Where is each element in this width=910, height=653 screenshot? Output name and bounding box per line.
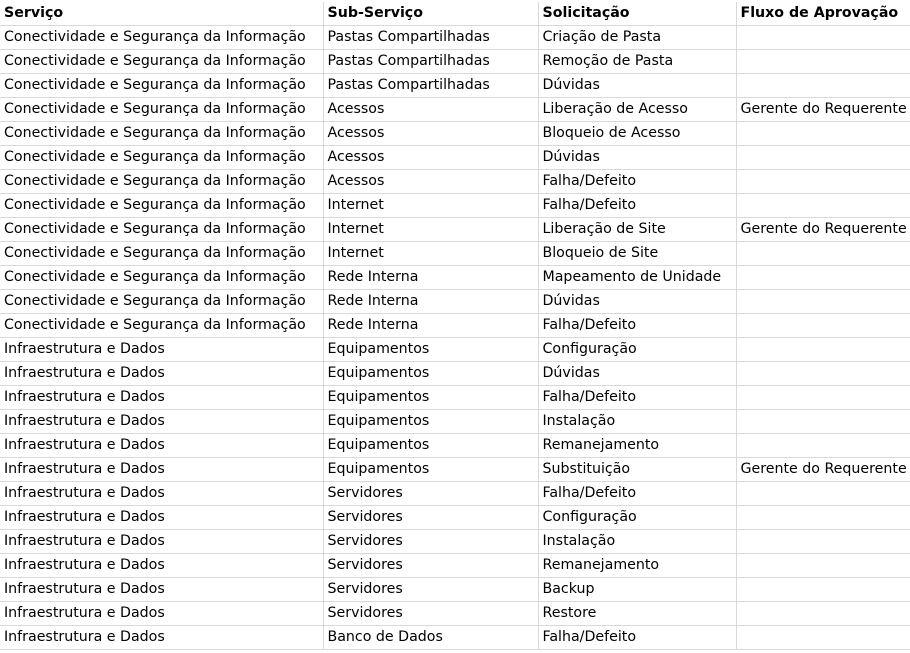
sub-servico-cell[interactable]: Equipamentos: [323, 362, 538, 386]
fluxo-de-aprovacao-cell[interactable]: [736, 242, 910, 266]
table-row: [0, 266, 910, 290]
sub-servico-cell[interactable]: Equipamentos: [323, 338, 538, 362]
table-row: [0, 98, 910, 122]
servico-cell[interactable]: Infraestrutura e Dados: [0, 482, 323, 506]
fluxo-de-aprovacao-cell[interactable]: [736, 266, 910, 290]
fluxo-de-aprovacao-cell[interactable]: [736, 290, 910, 314]
fluxo-de-aprovacao-cell[interactable]: [736, 74, 910, 98]
fluxo-de-aprovacao-cell[interactable]: [736, 26, 910, 50]
solicitacao-cell[interactable]: Substituição: [538, 458, 736, 482]
sub-servico-cell[interactable]: Internet: [323, 218, 538, 242]
table-row: [0, 434, 910, 458]
fluxo-de-aprovacao-cell[interactable]: [736, 482, 910, 506]
solicitacao-cell[interactable]: Bloqueio de Acesso: [538, 122, 736, 146]
solicitacao-cell[interactable]: Remanejamento: [538, 554, 736, 578]
solicitacao-cell[interactable]: Remoção de Pasta: [538, 50, 736, 74]
table-row: [0, 26, 910, 50]
solicitacao-cell[interactable]: Falha/Defeito: [538, 386, 736, 410]
fluxo-de-aprovacao-cell[interactable]: [736, 602, 910, 626]
servico-cell[interactable]: Infraestrutura e Dados: [0, 338, 323, 362]
fluxo-de-aprovacao-cell[interactable]: [736, 554, 910, 578]
sub-servico-cell[interactable]: Internet: [323, 194, 538, 218]
servico-cell[interactable]: Infraestrutura e Dados: [0, 362, 323, 386]
servico-cell[interactable]: Conectividade e Segurança da Informação: [0, 314, 323, 338]
solicitacao-cell[interactable]: Dúvidas: [538, 290, 736, 314]
sub-servico-cell[interactable]: Servidores: [323, 578, 538, 602]
solicitacao-cell[interactable]: Backup: [538, 578, 736, 602]
table-row: [0, 314, 910, 338]
solicitacao-cell[interactable]: Liberação de Acesso: [538, 98, 736, 122]
fluxo-de-aprovacao-cell[interactable]: [736, 194, 910, 218]
servico-cell[interactable]: Infraestrutura e Dados: [0, 626, 323, 650]
solicitacao-cell[interactable]: Configuração: [538, 506, 736, 530]
table-row: [0, 626, 910, 650]
servico-cell[interactable]: Infraestrutura e Dados: [0, 506, 323, 530]
table-row: [0, 74, 910, 98]
header-cell-fluxo-de-aprovacao[interactable]: Fluxo de Aprovação: [736, 2, 910, 26]
sub-servico-cell[interactable]: Equipamentos: [323, 458, 538, 482]
servico-cell[interactable]: Conectividade e Segurança da Informação: [0, 98, 323, 122]
servico-cell[interactable]: Infraestrutura e Dados: [0, 602, 323, 626]
sub-servico-cell[interactable]: Servidores: [323, 602, 538, 626]
fluxo-de-aprovacao-cell[interactable]: [736, 362, 910, 386]
solicitacao-cell[interactable]: Remanejamento: [538, 434, 736, 458]
header-cell-sub-servico[interactable]: Sub-Serviço: [323, 2, 538, 26]
table-row: [0, 530, 910, 554]
table-row: [0, 170, 910, 194]
servico-cell[interactable]: Conectividade e Segurança da Informação: [0, 122, 323, 146]
sub-servico-cell[interactable]: Internet: [323, 242, 538, 266]
fluxo-de-aprovacao-cell[interactable]: [736, 170, 910, 194]
fluxo-de-aprovacao-cell[interactable]: Gerente do Requerente: [736, 458, 910, 482]
table-body: [0, 26, 910, 650]
table-row: [0, 410, 910, 434]
table-row: [0, 482, 910, 506]
fluxo-de-aprovacao-cell[interactable]: [736, 506, 910, 530]
servico-cell[interactable]: Conectividade e Segurança da Informação: [0, 194, 323, 218]
fluxo-de-aprovacao-cell[interactable]: [736, 626, 910, 650]
servico-cell[interactable]: Conectividade e Segurança da Informação: [0, 170, 323, 194]
servico-cell[interactable]: Conectividade e Segurança da Informação: [0, 242, 323, 266]
servico-cell[interactable]: Infraestrutura e Dados: [0, 458, 323, 482]
table-row: [0, 338, 910, 362]
sub-servico-cell[interactable]: Servidores: [323, 530, 538, 554]
servico-cell[interactable]: Conectividade e Segurança da Informação: [0, 266, 323, 290]
solicitacao-cell[interactable]: Instalação: [538, 410, 736, 434]
table-row: [0, 578, 910, 602]
solicitacao-cell[interactable]: Instalação: [538, 530, 736, 554]
table-row: [0, 602, 910, 626]
solicitacao-cell[interactable]: Criação de Pasta: [538, 26, 736, 50]
sub-servico-cell[interactable]: Acessos: [323, 122, 538, 146]
sub-servico-cell[interactable]: Equipamentos: [323, 434, 538, 458]
sub-servico-cell[interactable]: Rede Interna: [323, 314, 538, 338]
table-row: [0, 458, 910, 482]
solicitacao-cell[interactable]: Bloqueio de Site: [538, 242, 736, 266]
fluxo-de-aprovacao-cell[interactable]: [736, 338, 910, 362]
sub-servico-cell[interactable]: Rede Interna: [323, 290, 538, 314]
servico-cell[interactable]: Infraestrutura e Dados: [0, 554, 323, 578]
servico-cell[interactable]: Infraestrutura e Dados: [0, 578, 323, 602]
header-cell-solicitacao[interactable]: Solicitação: [538, 2, 736, 26]
sub-servico-cell[interactable]: Servidores: [323, 506, 538, 530]
header-cell-servico[interactable]: Serviço: [0, 2, 323, 26]
table-row: [0, 146, 910, 170]
solicitacao-cell[interactable]: Liberação de Site: [538, 218, 736, 242]
servico-cell[interactable]: Infraestrutura e Dados: [0, 410, 323, 434]
sub-servico-cell[interactable]: Banco de Dados: [323, 626, 538, 650]
sub-servico-cell[interactable]: Rede Interna: [323, 266, 538, 290]
sub-servico-cell[interactable]: Acessos: [323, 98, 538, 122]
header-row: [0, 2, 910, 26]
solicitacao-cell[interactable]: Falha/Defeito: [538, 626, 736, 650]
solicitacao-cell[interactable]: Falha/Defeito: [538, 170, 736, 194]
table-row: [0, 218, 910, 242]
servico-cell[interactable]: Conectividade e Segurança da Informação: [0, 74, 323, 98]
solicitacao-cell[interactable]: Falha/Defeito: [538, 194, 736, 218]
solicitacao-cell[interactable]: Configuração: [538, 338, 736, 362]
fluxo-de-aprovacao-cell[interactable]: [736, 530, 910, 554]
solicitacao-cell[interactable]: Mapeamento de Unidade: [538, 266, 736, 290]
servico-cell[interactable]: Infraestrutura e Dados: [0, 386, 323, 410]
sub-servico-cell[interactable]: Servidores: [323, 554, 538, 578]
fluxo-de-aprovacao-cell[interactable]: [736, 410, 910, 434]
sub-servico-cell[interactable]: Acessos: [323, 146, 538, 170]
sub-servico-cell[interactable]: Equipamentos: [323, 410, 538, 434]
servico-cell[interactable]: Conectividade e Segurança da Informação: [0, 26, 323, 50]
table-row: [0, 194, 910, 218]
servico-cell[interactable]: Conectividade e Segurança da Informação: [0, 146, 323, 170]
fluxo-de-aprovacao-cell[interactable]: [736, 122, 910, 146]
sub-servico-cell[interactable]: Equipamentos: [323, 386, 538, 410]
table-row: [0, 554, 910, 578]
solicitacao-cell[interactable]: Falha/Defeito: [538, 314, 736, 338]
servico-cell[interactable]: Conectividade e Segurança da Informação: [0, 50, 323, 74]
solicitacao-cell[interactable]: Dúvidas: [538, 146, 736, 170]
sub-servico-cell[interactable]: Pastas Compartilhadas: [323, 26, 538, 50]
sub-servico-cell[interactable]: Acessos: [323, 170, 538, 194]
solicitacao-cell[interactable]: Dúvidas: [538, 362, 736, 386]
fluxo-de-aprovacao-cell[interactable]: [736, 386, 910, 410]
solicitacao-cell[interactable]: Falha/Defeito: [538, 482, 736, 506]
servico-cell[interactable]: Infraestrutura e Dados: [0, 530, 323, 554]
fluxo-de-aprovacao-cell[interactable]: [736, 434, 910, 458]
sub-servico-cell[interactable]: Pastas Compartilhadas: [323, 50, 538, 74]
solicitacao-cell[interactable]: Restore: [538, 602, 736, 626]
table-row: [0, 290, 910, 314]
table-row: [0, 506, 910, 530]
servico-cell[interactable]: Infraestrutura e Dados: [0, 434, 323, 458]
sub-servico-cell[interactable]: Servidores: [323, 482, 538, 506]
table-row: [0, 386, 910, 410]
fluxo-de-aprovacao-cell[interactable]: Gerente do Requerente: [736, 98, 910, 122]
servico-cell[interactable]: Conectividade e Segurança da Informação: [0, 218, 323, 242]
fluxo-de-aprovacao-cell[interactable]: [736, 50, 910, 74]
fluxo-de-aprovacao-cell[interactable]: [736, 578, 910, 602]
servico-cell[interactable]: Conectividade e Segurança da Informação: [0, 290, 323, 314]
table-row: [0, 242, 910, 266]
solicitacao-cell[interactable]: Dúvidas: [538, 74, 736, 98]
spreadsheet-table: [0, 2, 910, 650]
fluxo-de-aprovacao-cell[interactable]: Gerente do Requerente: [736, 218, 910, 242]
table-row: [0, 362, 910, 386]
table-row: [0, 122, 910, 146]
sub-servico-cell[interactable]: Pastas Compartilhadas: [323, 74, 538, 98]
table-row: [0, 50, 910, 74]
fluxo-de-aprovacao-cell[interactable]: [736, 146, 910, 170]
fluxo-de-aprovacao-cell[interactable]: [736, 314, 910, 338]
